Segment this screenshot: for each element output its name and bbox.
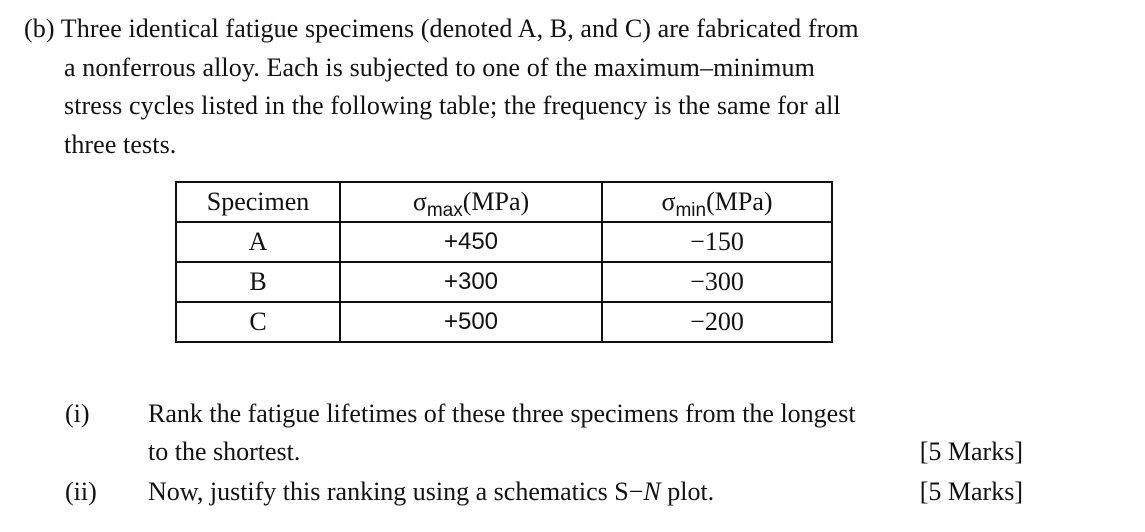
specimen-cell: A <box>176 222 340 262</box>
sigma-symbol: σ <box>661 187 676 216</box>
part-i-label: (i) <box>65 399 90 428</box>
question-line-2: a nonferrous alloy. Each is subjected to one of the maximum–minimum <box>64 52 815 82</box>
part-ii-text <box>148 473 714 512</box>
unit-label: (MPa) <box>706 187 773 216</box>
table-header-row <box>176 182 832 222</box>
specimen-cell: C <box>176 302 340 342</box>
sigma-max-cell: +500 <box>340 302 602 342</box>
part-ii-marks: [5 Marks] <box>919 477 1023 506</box>
question-text <box>24 10 1034 164</box>
table-row <box>176 302 832 342</box>
sigma-min-cell: −150 <box>602 222 832 262</box>
min-subscript: min <box>675 200 707 221</box>
header-specimen: Specimen <box>176 182 340 222</box>
table-row <box>176 262 832 302</box>
unit-label: (MPa) <box>462 187 530 216</box>
part-i-line-2: to the shortest. <box>148 437 301 466</box>
part-ii-text-italic: N <box>643 477 661 506</box>
part-ii <box>0 473 1145 513</box>
part-i-line-1: Rank the fatigue lifetimes of these three specimens from the longest <box>148 399 856 428</box>
sigma-min-cell: −300 <box>602 262 832 302</box>
part-ii-text-start: Now, justify this ranking using a schematics S− <box>148 477 644 506</box>
part-i-marks: [5 Marks] <box>919 437 1023 466</box>
stress-cycle-table <box>175 181 833 343</box>
part-ii-text-end: plot. <box>660 477 715 506</box>
part-i <box>0 395 1145 475</box>
sigma-max-cell: +300 <box>340 262 602 302</box>
table-row <box>176 222 832 262</box>
part-ii-label: (ii) <box>65 477 97 506</box>
specimen-cell: B <box>176 262 340 302</box>
max-subscript: max <box>426 200 463 221</box>
question-line-4: three tests. <box>64 129 177 159</box>
question-line-1: (b) Three identical fatigue specimens (denoted A, B, and C) are fabricated from <box>24 14 859 43</box>
sigma-max-cell: +450 <box>340 222 602 262</box>
sigma-symbol: σ <box>412 187 427 216</box>
question-line-3: stress cycles listed in the following table; the frequency is the same for all <box>64 91 841 120</box>
header-sigma-min <box>602 182 832 222</box>
sigma-min-cell: −200 <box>602 302 832 342</box>
header-sigma-max <box>340 182 602 222</box>
